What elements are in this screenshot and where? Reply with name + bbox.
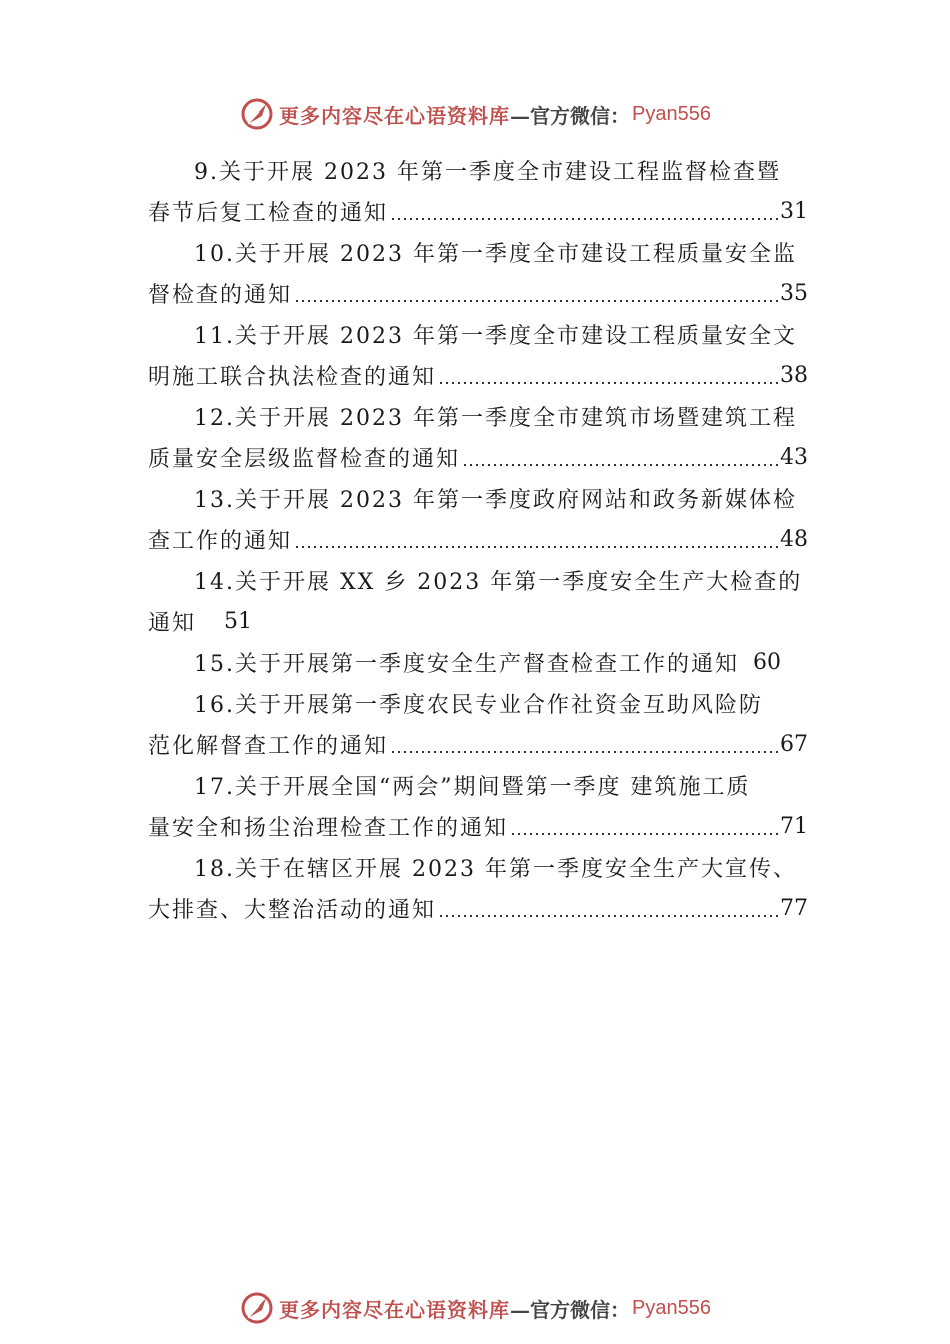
toc-page-number: 43 xyxy=(780,445,808,470)
toc-entry[interactable] xyxy=(148,847,808,929)
toc-page-number: 48 xyxy=(780,527,808,552)
banner-wechat-handle: Pyan556 xyxy=(632,102,711,125)
toc-entry-title: 16.关于开展第一季度农民专业合作社资金互助风险防 xyxy=(194,693,763,718)
toc-entry-title-cont: 大排查、大整治活动的通知 xyxy=(148,898,437,923)
toc-entry[interactable] xyxy=(148,396,808,478)
toc-page-number: 60 xyxy=(753,650,781,675)
banner-separator: —官方微信： xyxy=(510,1297,631,1322)
toc-entry-title-cont: 春节后复工检查的通知 xyxy=(148,201,389,226)
toc-entry-title: 13.关于开展 2023 年第一季度政府网站和政务新媒体检 xyxy=(194,488,797,513)
dot-leader xyxy=(390,201,778,223)
toc-entry[interactable] xyxy=(148,478,808,560)
toc-page-number: 71 xyxy=(780,814,808,839)
toc-entry[interactable] xyxy=(148,150,808,232)
dot-leader xyxy=(390,734,778,756)
toc-entry-title-cont: 质量安全层级监督检查的通知 xyxy=(148,447,461,472)
toc-entry[interactable] xyxy=(148,765,808,847)
toc-page-number: 77 xyxy=(780,896,808,921)
toc-entry-title: 17.关于开展全国“两会”期间暨第一季度 建筑施工质 xyxy=(194,775,751,800)
dot-leader xyxy=(462,447,778,469)
quill-logo-icon xyxy=(239,1290,275,1326)
banner-title: 更多内容尽在心语资料库 xyxy=(279,103,511,128)
footer-banner xyxy=(0,1288,950,1328)
banner-wechat-handle: Pyan556 xyxy=(632,1296,711,1319)
banner-title: 更多内容尽在心语资料库 xyxy=(279,1297,511,1322)
toc-entry-title-cont: 通知 xyxy=(148,611,197,636)
toc-entry[interactable] xyxy=(148,560,808,642)
toc-page-number: 38 xyxy=(780,363,808,388)
toc-entry-title: 9.关于开展 2023 年第一季度全市建设工程监督检查暨 xyxy=(194,160,781,185)
dot-leader xyxy=(294,529,778,551)
toc-entry-title: 15.关于开展第一季度安全生产督查检查工作的通知 xyxy=(194,652,739,677)
table-of-contents xyxy=(148,150,808,929)
toc-page-number: 35 xyxy=(780,281,808,306)
dot-leader xyxy=(438,898,778,920)
toc-page-number: 67 xyxy=(780,732,808,757)
dot-leader xyxy=(510,816,778,838)
toc-entry-title: 11.关于开展 2023 年第一季度全市建设工程质量安全文 xyxy=(194,324,797,349)
toc-page-number: 51 xyxy=(224,609,253,634)
toc-entry[interactable] xyxy=(148,314,808,396)
toc-entry[interactable] xyxy=(148,232,808,314)
toc-page-number: 31 xyxy=(780,199,808,224)
toc-entry-title: 18.关于在辖区开展 2023 年第一季度安全生产大宣传、 xyxy=(194,857,797,882)
quill-logo-icon xyxy=(239,96,275,132)
toc-entry[interactable] xyxy=(148,683,808,765)
toc-entry-title: 12.关于开展 2023 年第一季度全市建筑市场暨建筑工程 xyxy=(194,406,797,431)
toc-entry[interactable] xyxy=(148,642,808,683)
toc-entry-title-cont: 督检查的通知 xyxy=(148,283,293,308)
toc-entry-title-cont: 量安全和扬尘治理检查工作的通知 xyxy=(148,816,509,841)
dot-leader xyxy=(294,283,778,305)
toc-entry-title: 14.关于开展 XX 乡 2023 年第一季度安全生产大检查的 xyxy=(194,570,803,595)
toc-entry-title-cont: 查工作的通知 xyxy=(148,529,293,554)
toc-entry-title-cont: 范化解督查工作的通知 xyxy=(148,734,389,759)
banner-separator: —官方微信： xyxy=(510,103,631,128)
toc-entry-title: 10.关于开展 2023 年第一季度全市建设工程质量安全监 xyxy=(194,242,797,267)
toc-entry-title-cont: 明施工联合执法检查的通知 xyxy=(148,365,437,390)
dot-leader xyxy=(438,365,778,387)
header-banner xyxy=(0,94,950,134)
